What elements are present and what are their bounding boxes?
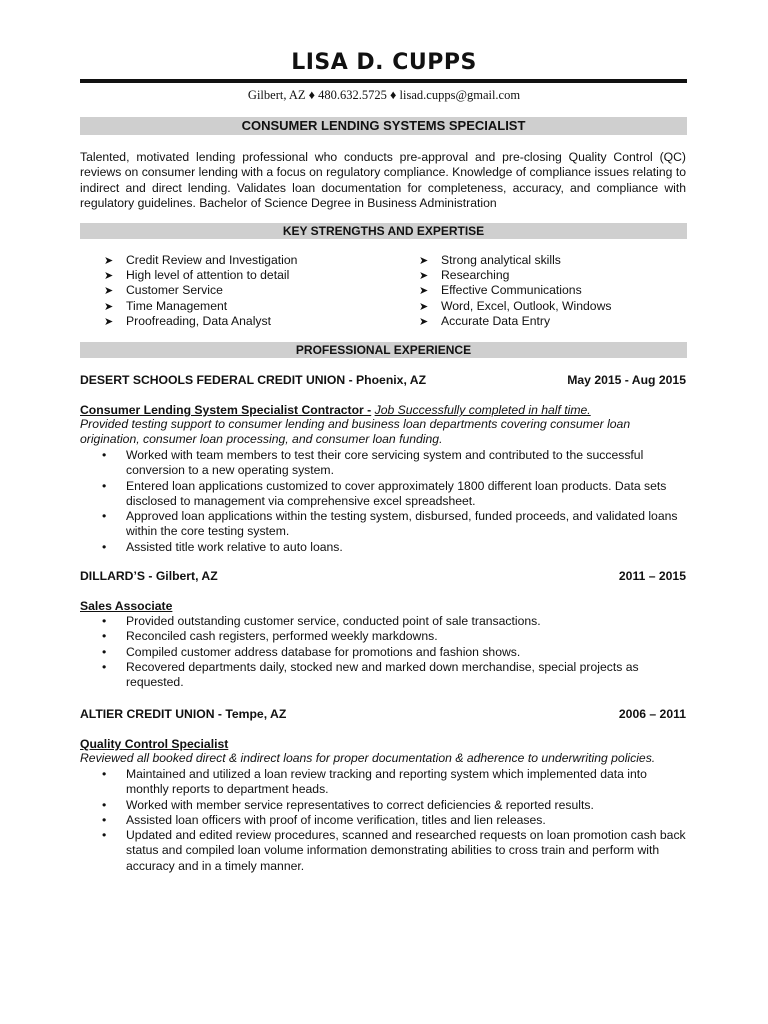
strengths-heading: KEY STRENGTHS AND EXPERTISE [80,223,687,239]
job-dates: 2011 – 2015 [618,569,686,583]
strength-item: ➤ Word, Excel, Outlook, Windows [419,298,612,313]
job-description: Provided testing support to consumer lending and business loan departments covering consumer loan origination, consumer loan processing, and consumer loan funding. [80,417,631,446]
strength-item: ➤ Researching [419,268,510,283]
strength-item: ➤ Proofreading, Data Analyst [104,313,271,328]
arrow-bullet-icon: ➤ [104,300,114,313]
job-title: Quality Control Specialist [80,737,229,751]
bullet-dot-icon: • [102,478,107,493]
job-header-altier [80,707,686,722]
strength-item: ➤ High level of attention to detail [104,268,290,283]
job-dates: 2006 – 2011 [618,707,686,721]
arrow-bullet-icon: ➤ [104,270,114,283]
job-role-line [80,737,686,752]
strength-item: ➤ Credit Review and Investigation [104,253,298,267]
bullet-dot-icon: • [102,614,107,628]
bullet-dot-icon: • [102,509,107,524]
strengths-list-right [419,253,611,329]
arrow-bullet-icon: ➤ [419,270,429,283]
job-header-desert-schools [80,373,686,388]
employer-name: DILLARD’S - Gilbert, AZ [80,569,218,583]
bullet-dot-icon: • [102,644,107,659]
employer-name: DESERT SCHOOLS FEDERAL CREDIT UNION - Phoenix, AZ [80,373,427,387]
arrow-bullet-icon: ➤ [419,300,429,313]
list-item: • Recovered departments daily, stocked new and marked down merchandise, special projects as requested. [102,659,639,690]
bullet-dot-icon: • [102,812,107,827]
bullet-dot-icon: • [102,629,107,644]
job-dates: May 2015 - Aug 2015 [567,373,686,387]
strength-item: ➤ Strong analytical skills [419,253,561,267]
job-role-line [80,599,686,614]
bullet-dot-icon: • [102,828,107,843]
job-header-dillards [80,569,686,584]
list-item: • Provided outstanding customer service, conducted point of sale transactions. [102,614,541,628]
header-rule [80,79,687,83]
bullet-dot-icon: • [102,539,107,554]
list-item: • Reconciled cash registers, performed weekly markdowns. [102,629,438,644]
bullet-dot-icon: • [102,448,107,462]
contact-line: Gilbert, AZ ♦ 480.632.5725 ♦ lisad.cupps@gmail.com [247,88,521,102]
arrow-bullet-icon: ➤ [104,285,114,298]
list-item: • Maintained and utilized a loan review tracking and reporting system which implemented data into monthly reports to department heads. [102,767,647,797]
arrow-bullet-icon: ➤ [419,315,429,328]
job-bullets [99,614,689,690]
candidate-name: LISA D. CUPPS [291,50,477,75]
experience-heading: PROFESSIONAL EXPERIENCE [80,342,687,358]
summary-paragraph: Talented, motivated lending professional who conducts pre-approval and pre-closing Quality Control (QC) reviews on consumer lending with a focus on regulatory compliance. Knowledge of compliance issues relating to indirect and direct lending. Validates loan documentation for completeness, accuracy, and compliance with regulatory guidelines. Bachelor of Science Degree in Business Administration [80,150,686,210]
list-item: • Assisted title work relative to auto loans. [102,539,343,554]
employer-name: ALTIER CREDIT UNION - Tempe, AZ [80,707,287,721]
strength-item: ➤ Accurate Data Entry [419,313,551,328]
job-title: Sales Associate [80,599,173,613]
list-item: • Worked with team members to test their core servicing system and contributed to the successful conversion to a new operating system. [102,448,644,478]
strengths-list-left [104,253,297,329]
arrow-bullet-icon: ➤ [104,255,114,267]
strength-item: ➤ Effective Communications [419,283,582,298]
job-title: Consumer Lending System Specialist Contractor - [80,403,372,417]
arrow-bullet-icon: ➤ [104,315,114,328]
strength-item: ➤ Customer Service [104,283,223,298]
strength-item: ➤ Time Management [104,298,228,313]
headline-banner: CONSUMER LENDING SYSTEMS SPECIALIST [80,117,687,135]
arrow-bullet-icon: ➤ [419,285,429,298]
job-role-line [80,403,686,418]
job-description: Reviewed all booked direct & indirect loans for proper documentation & adherence to underwriting policies. [80,751,656,765]
job-note: Job Successfully completed in half time. [374,403,591,417]
list-item: • Entered loan applications customized to cover approximately 1800 different loan products. Data sets disclosed to management via comprehensive excel spreadsheet. [102,478,667,508]
job-bullets [99,448,689,555]
list-item: • Assisted loan officers with proof of income verification, titles and lien releases. [102,812,546,827]
bullet-dot-icon: • [102,659,107,674]
bullet-dot-icon: • [102,797,107,812]
bullet-dot-icon: • [102,767,107,781]
arrow-bullet-icon: ➤ [419,255,429,267]
list-item: • Compiled customer address database for promotions and fashion shows. [102,644,521,659]
list-item: • Approved loan applications within the testing system, disbursed, funded proceeds, and validated loans within the core testing system. [102,509,678,539]
job-bullets [99,767,689,874]
list-item: • Worked with member service representatives to correct deficiencies & reported results. [102,797,594,812]
list-item: • Updated and edited review procedures, scanned and researched requests on loan promotion cash back status and compiled loan volume information demonstrating abilities to cross train and perform with accuracy and in a timely manner. [102,828,686,873]
